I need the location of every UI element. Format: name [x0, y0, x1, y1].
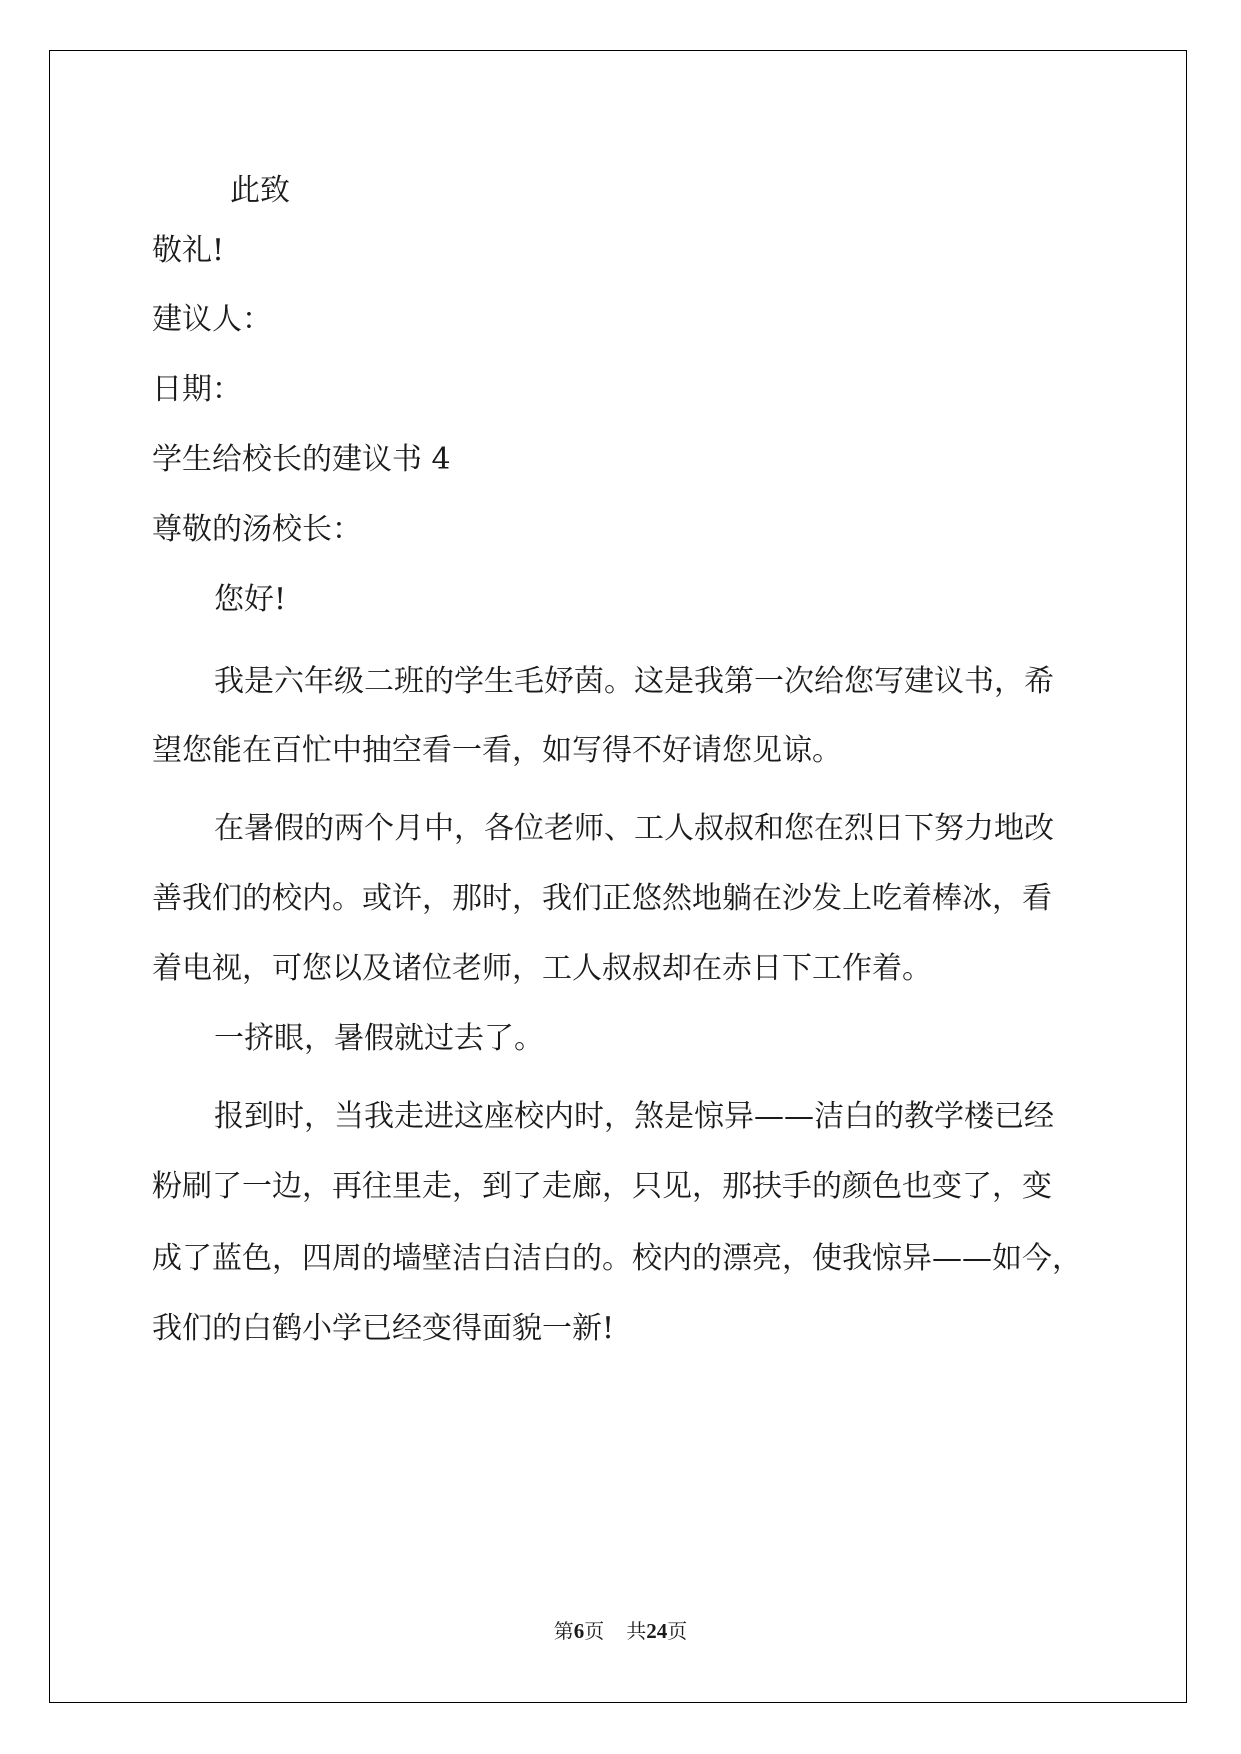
letter-greeting: 您好!: [214, 582, 287, 617]
body-line: 成了蓝色，四周的墙壁洁白洁白的。校内的漂亮，使我惊异——如今，: [152, 1241, 1082, 1276]
proposer-label: 建议人：: [152, 302, 272, 337]
body-line: 我是六年级二班的学生毛妤茵。这是我第一次给您写建议书，希: [214, 664, 1054, 699]
closing-salutation: 此致: [230, 173, 290, 208]
total-pages: 24: [646, 1619, 668, 1643]
page-footer: [0, 1618, 1241, 1644]
body-line: 报到时，当我走进这座校内时，煞是惊异——洁白的教学楼已经: [214, 1099, 1054, 1134]
total-prefix: 共: [626, 1619, 647, 1643]
body-line: 一挤眼，暑假就过去了。: [214, 1021, 544, 1056]
body-line: 粉刷了一边，再往里走，到了走廊，只见，那扶手的颜色也变了，变: [152, 1169, 1052, 1204]
section-title: 学生给校长的建议书 4: [152, 442, 451, 477]
page-number: 6: [573, 1619, 585, 1643]
total-suffix: 页: [667, 1619, 688, 1643]
body-line: 着电视，可您以及诸位老师，工人叔叔却在赤日下工作着。: [152, 951, 932, 986]
date-label: 日期：: [152, 372, 242, 407]
page-prefix: 第: [553, 1619, 574, 1643]
body-line: 善我们的校内。或许，那时，我们正悠然地躺在沙发上吃着棒冰，看: [152, 881, 1052, 916]
letter-addressee: 尊敬的汤校长：: [152, 512, 362, 547]
closing-regards: 敬礼!: [152, 233, 225, 268]
body-line: 我们的白鹤小学已经变得面貌一新!: [152, 1311, 615, 1346]
body-line: 在暑假的两个月中，各位老师、工人叔叔和您在烈日下努力地改: [214, 811, 1054, 846]
page-suffix: 页: [584, 1619, 605, 1643]
body-line: 望您能在百忙中抽空看一看，如写得不好请您见谅。: [152, 733, 842, 768]
